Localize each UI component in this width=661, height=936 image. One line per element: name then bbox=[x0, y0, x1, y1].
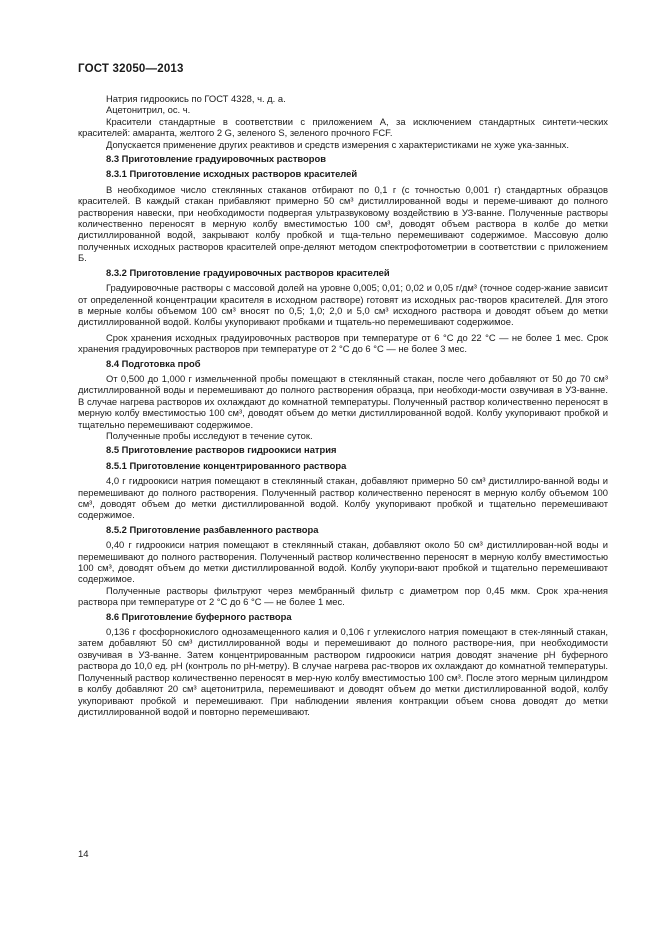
body-paragraph: 4,0 г гидроокиси натрия помещают в стеклянный стакан, добавляют примерно 50 см³ дистиллиро-ванной воды и перемешивают до полного растворения. Полученный раствор количественно переносят в мерную колбу объемом 100 см³, доводят объем до метки дистиллированной водой. Колбу укупоривают пробкой и тщательно перемешивают содержимое. bbox=[78, 475, 608, 521]
section-heading-8-5-1: 8.5.1 Приготовление концентрированного раствора bbox=[106, 459, 347, 471]
body-paragraph: В необходимое число стеклянных стаканов отбирают по 0,1 г (с точностью 0,001 г) стандартных образцов красителей. В каждый стакан прибавляют примерно 50 см³ дистиллированной воды и переме-шивают до полного растворения навески, при необходимости подвергая ультразвуковому воздействию в УЗ-ванне. Полученные растворы количественно переносят в мерную колбу вместимостью 100 см³, доводят объем раствора в колбе до метки дистиллированной водой, закрывают колбу пробкой и тща-тельно перемешивают содержимое. Массовую долю полученных исходных растворов красителей опре-деляют методом спектрофотометрии в соответствии с приложением Б. bbox=[78, 183, 608, 264]
page-number: 14 bbox=[78, 849, 89, 860]
body-paragraph: Допускается применение других реактивов и средств измерения с характеристиками не хуже ука-занных. bbox=[106, 138, 569, 150]
section-heading-8-3: 8.3 Приготовление градуировочных растворов bbox=[106, 153, 326, 165]
body-paragraph: Полученные пробы исследуют в течение суток. bbox=[106, 429, 313, 441]
standard-header: ГОСТ 32050—2013 bbox=[78, 63, 184, 75]
body-paragraph: Полученные растворы фильтруют через мембранный фильтр с диаметром пор 0,45 мкм. Срок хра-нения раствора при температуре от 2 °С до 6 °С — не более 1 мес. bbox=[78, 584, 608, 608]
reagent-line: Ацетонитрил, ос. ч. bbox=[106, 104, 191, 116]
body-paragraph: 0,136 г фосфорнокислого однозамещенного калия и 0,106 г углекислого натрия помещают в стек-лянный стакан, затем добавляют 50 см³ дистиллированной воды и перемешивают до полного растворе-ния, при необходимости озвучивая в УЗ-ванне. Затем концентрированным раствором гидроокиси натрия доводят значение рН буферного раствора до 10,0 ед. рН (контроль по рН-метру). В случае нагрева рас-творов их охлаждают до комнатной температуры. Полученный раствор количественно переносят в мер-ную колбу вместимостью 100 см³. После этого мерным цилиндром в колбу добавляют 20 см³ ацетонитрила, перемешивают и доводят объем до метки дистиллированной водой, колбу укупоривают пробкой и перемешивают. При наблюдении явления контракции объем снова доводят до метки дистиллированной водой и повторно перемешивают. bbox=[78, 626, 608, 717]
section-heading-8-5-2: 8.5.2 Приготовление разбавленного раствора bbox=[106, 523, 319, 535]
section-heading-8-3-1: 8.3.1 Приготовление исходных растворов красителей bbox=[106, 168, 358, 180]
section-heading-8-5: 8.5 Приготовление растворов гидроокиси натрия bbox=[106, 444, 337, 456]
body-paragraph: От 0,500 до 1,000 г измельченной пробы помещают в стеклянный стакан, после чего добавляют от 50 до 70 см³ дистиллированной воды и перемешивают до полного растворения образца, при необходи-мости озвучивая в УЗ-ванне. В случае нагрева растворов их охлаждают до комнатной температуры. Полученный раствор количественно переносят в мерную колбу вместимостью 100 см³, доводят объем до метки дистиллированной водой. Колбу укупоривают пробкой и тщательно перемешивают содержимое. bbox=[78, 372, 608, 430]
body-paragraph: 0,40 г гидроокиси натрия помещают в стеклянный стакан, добавляют около 50 см³ дистиллирован-ной воды и перемешивают до полного растворения. Полученный раствор количественно переносят в мерную колбу вместимостью 100 см³, доводят объем до метки дистиллированной водой. Колбу укупори-вают пробкой и тщательно перемешивают содержимое. bbox=[78, 539, 608, 585]
section-heading-8-4: 8.4 Подготовка проб bbox=[106, 357, 201, 369]
reagent-line: Красители стандартные в соответствии с приложением А, за исключением стандартных синтети-ческих красителей: амаранта, желтого 2 G, зеленого S, зеленого прочного FCF. bbox=[78, 115, 608, 139]
section-heading-8-3-2: 8.3.2 Приготовление градуировочных растворов красителей bbox=[106, 266, 390, 278]
body-paragraph: Срок хранения исходных градуировочных растворов при температуре от 6 °С до 22 °С — не более 1 мес. Срок хранения градуировочных растворов при температуре от 2 °С до 6 °С — не более 3 мес. bbox=[78, 331, 608, 355]
section-heading-8-6: 8.6 Приготовление буферного раствора bbox=[106, 610, 292, 622]
body-paragraph: Градуировочные растворы с массовой долей на уровне 0,005; 0,01; 0,02 и 0,05 г/дм³ (точное содер-жание зависит от определенной концентрации красителя в исходном растворе) готовят из исходных рас-творов красителей. Для этого в мерные колбы объемом 100 см³ вносят по 0,5; 1,0; 2,0 и 5,0 см³ исходного раствора и доводят объем до метки дистиллированной водой. Колбы укупоривают пробками и тщатель-но перемешивают содержимое. bbox=[78, 282, 608, 328]
reagent-line: Натрия гидроокись по ГОСТ 4328, ч. д. а. bbox=[106, 93, 286, 104]
document-body bbox=[78, 93, 608, 717]
